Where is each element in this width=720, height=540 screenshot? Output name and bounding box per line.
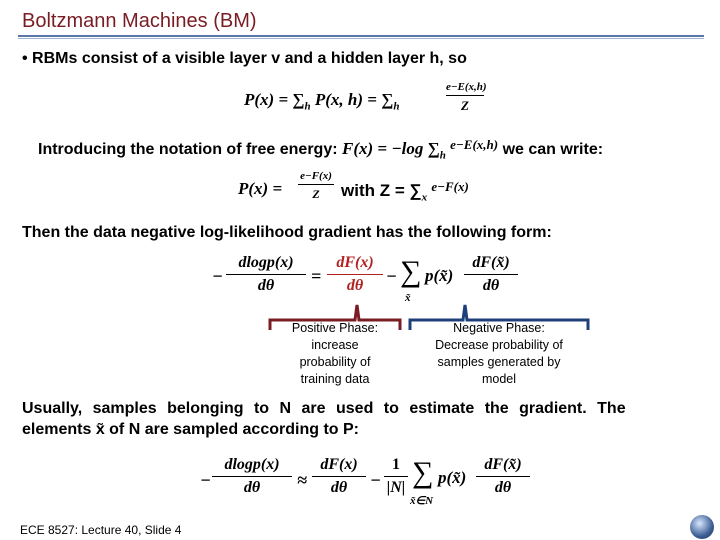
eq2-denominator: Z bbox=[312, 187, 320, 201]
approx-count-N: |N| bbox=[386, 479, 406, 496]
equals-sign: = bbox=[311, 266, 322, 286]
positive-numerator: dF(x) bbox=[336, 254, 374, 271]
approx-positive-denominator: dθ bbox=[330, 479, 348, 496]
approx-inverse-count bbox=[384, 456, 408, 497]
approx-positive-fraction bbox=[312, 456, 366, 497]
usually-line-1: Usually, samples belonging to N are used to estimate the gradient. The bbox=[22, 400, 626, 417]
bullet-text: RBMs consist of a visible layer v and a hidden layer h, so bbox=[32, 50, 467, 67]
approx-sum-symbol: ∑ bbox=[412, 456, 434, 489]
positive-phase-title: Positive Phase: bbox=[291, 321, 379, 335]
p-tilde: p(x̃) bbox=[425, 266, 454, 285]
free-energy-line: Introducing the notation of free energy: F(x) = −log $\sum_h$ $^{e-E(x,h)}$ we can write: bbox=[38, 137, 604, 162]
approx-grad-bar bbox=[212, 476, 292, 477]
positive-phase-line: increase bbox=[311, 338, 359, 352]
free-energy-intro: Introducing the notation of free energy: bbox=[38, 141, 338, 158]
approx-one: 1 bbox=[392, 456, 400, 473]
approx-sum-subscript: x̃∈N bbox=[410, 495, 434, 507]
negative-phase-line: Decrease probability of bbox=[435, 338, 563, 352]
approx-positive-numerator: dF(x) bbox=[320, 456, 358, 473]
approx-loglik-fraction bbox=[212, 456, 292, 497]
minus-sign: − bbox=[386, 266, 397, 286]
approx-grad-numerator: dlogp(x) bbox=[224, 456, 280, 473]
eq2-with: with Z = ∑ bbox=[341, 181, 422, 200]
positive-phase-line: probability of bbox=[299, 355, 371, 369]
free-energy-exp: e−E(x,h) bbox=[450, 137, 499, 152]
grad-denominator: dθ bbox=[257, 277, 275, 294]
eq2-left: P(x) = bbox=[238, 179, 283, 198]
usually-line-2: elements x̃ of N are sampled according to P: bbox=[22, 421, 359, 438]
eq1-left: P(x) = ∑ bbox=[244, 90, 305, 109]
university-logo-icon bbox=[690, 515, 714, 539]
free-energy-outro: we can write: bbox=[502, 141, 604, 158]
gradient-line: Then the data negative log-likelihood gradient has the following form: bbox=[22, 224, 552, 241]
negative-phase-line: samples generated by bbox=[437, 355, 561, 369]
negative-phase-note bbox=[412, 320, 586, 388]
eq2-numerator: e−F(x) bbox=[300, 170, 332, 182]
approx-negative-bar bbox=[476, 476, 530, 477]
approx-positive-bar bbox=[312, 476, 366, 477]
sum-symbol: ∑ bbox=[400, 255, 422, 288]
positive-denominator: dθ bbox=[346, 277, 364, 294]
approx-negative-numerator: dF(x̃) bbox=[484, 456, 522, 473]
positive-phase-line: training data bbox=[300, 372, 370, 386]
eq1-mid: P(x, h) = ∑ bbox=[314, 90, 394, 109]
slide-title: Boltzmann Machines (BM) bbox=[22, 10, 257, 32]
positive-phase-note bbox=[272, 320, 398, 388]
approx-negative-denominator: dθ bbox=[494, 479, 512, 496]
approx-equals: ≈ bbox=[297, 470, 307, 490]
approx-p-tilde: p(x̃) bbox=[438, 468, 467, 487]
slide-footer: ECE 8527: Lecture 40, Slide 4 bbox=[20, 523, 182, 537]
approx-negative-fraction bbox=[476, 456, 530, 497]
negative-denominator: dθ bbox=[482, 277, 500, 294]
approx-minus-2: − bbox=[370, 470, 381, 490]
bullet-dot: • bbox=[22, 50, 33, 67]
sum-subscript: x̃ bbox=[405, 292, 411, 304]
grad-numerator: dlogp(x) bbox=[238, 254, 294, 271]
approx-count-bar bbox=[384, 476, 408, 477]
eq2-exp: e−F(x) bbox=[431, 179, 469, 194]
equation-marginal: $P(x) = \sum_h$ P(x, $h) = \sum_h$ bbox=[244, 90, 400, 113]
negative-numerator: dF(x̃) bbox=[472, 254, 510, 271]
free-energy-formula: F(x) = −log ∑ bbox=[342, 139, 440, 158]
approx-grad-denominator: dθ bbox=[243, 479, 261, 496]
negative-phase-line: model bbox=[481, 372, 517, 386]
approx-minus: − bbox=[200, 470, 211, 490]
eq1-denominator: Z bbox=[461, 98, 469, 113]
eq2-partition: with $Z = \sum_x$ $^{e-F(x)}$ bbox=[341, 179, 469, 204]
negative-phase-title: Negative Phase: bbox=[453, 321, 545, 335]
gradient-minus: − bbox=[212, 266, 223, 286]
eq1-numerator: e−E(x,h) bbox=[446, 81, 487, 93]
